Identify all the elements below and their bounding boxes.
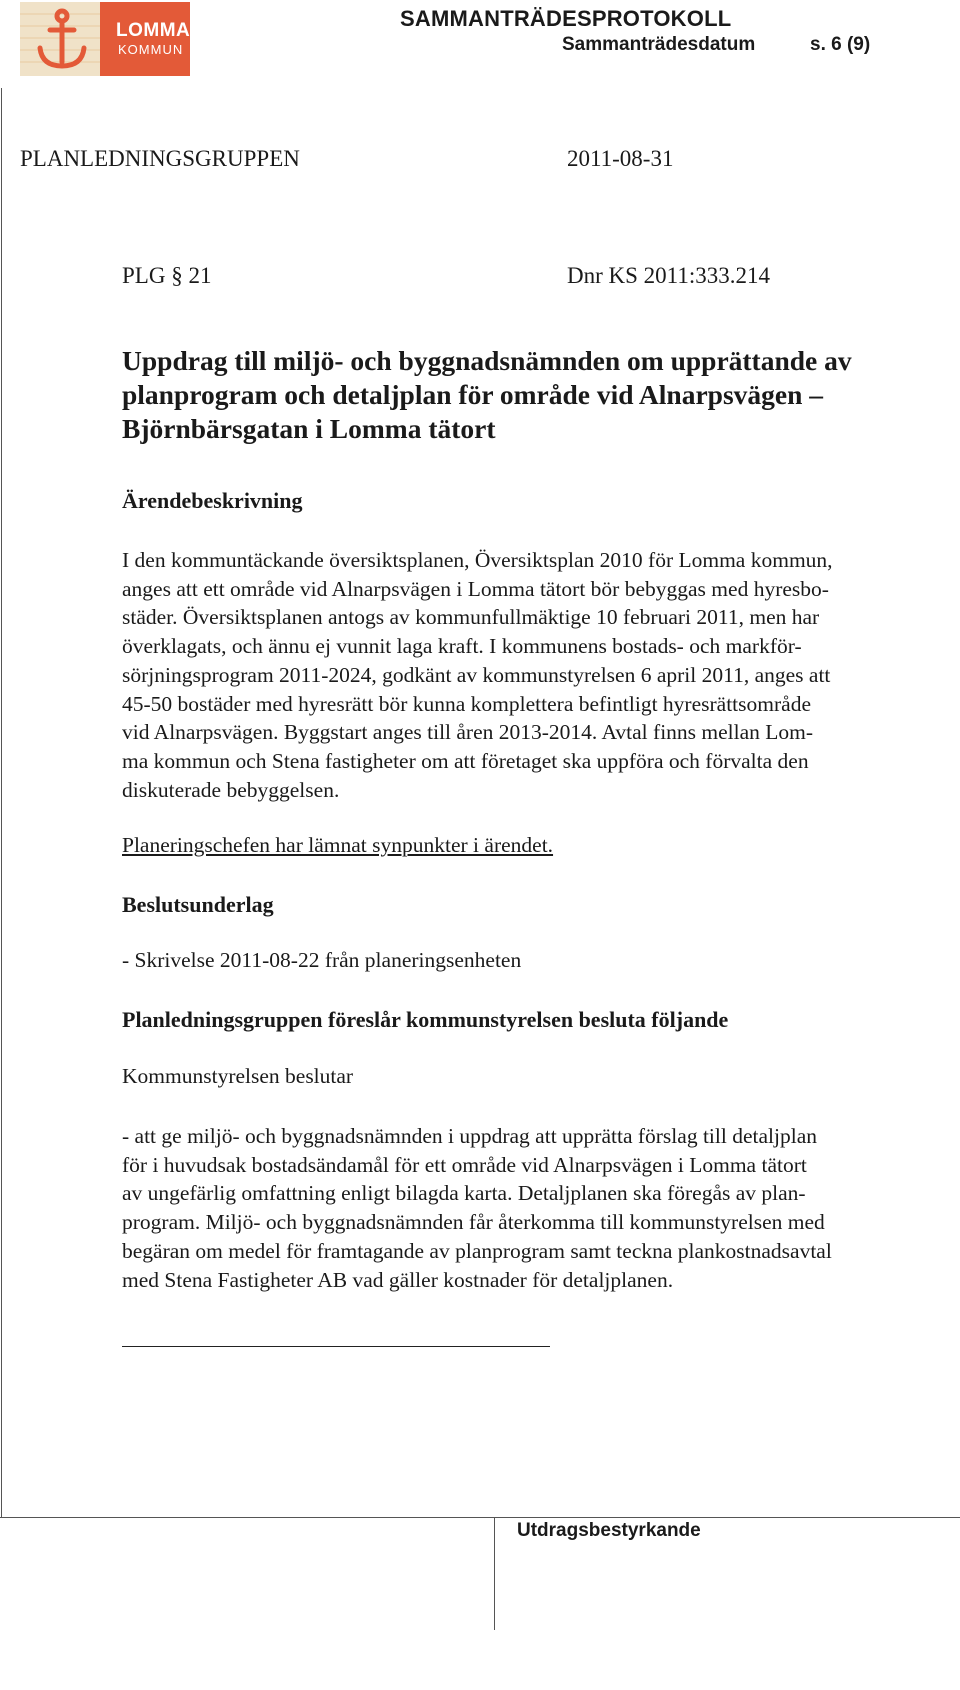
text-line: städer. Översiktsplanen antogs av kommunfullmäktige 10 februari 2011, men har <box>122 605 820 630</box>
logo-name: LOMMA <box>116 20 190 41</box>
description-paragraph <box>122 546 957 804</box>
left-margin-line <box>1 88 2 1518</box>
utdragsbestyrkande-label: Utdragsbestyrkande <box>517 1520 701 1541</box>
text-line: I den kommuntäckande översiktsplanen, Översiktsplan 2010 för Lomma kommun, <box>122 548 833 572</box>
beslutsunderlag-item: - Skrivelse 2011-08-22 från planeringsenheten <box>122 948 522 972</box>
page-number: s. 6 (9) <box>810 34 871 55</box>
text-line: med Stena Fastigheter AB vad gäller kostnader för detaljplanen. <box>122 1267 674 1292</box>
text-line: ma kommun och Stena fastigheter om att företaget ska uppföra och förvalta den <box>122 748 809 773</box>
logo-subtitle: KOMMUN <box>118 42 184 57</box>
text-line: vid Alnarpsvägen. Byggstart anges till åren 2013-2014. Avtal finns mellan Lom- <box>122 720 814 745</box>
footer-line <box>0 1517 960 1518</box>
meeting-date: 2011-08-31 <box>567 146 674 171</box>
text-line: överklagats, och ännu ej vunnit laga kraft. I kommunens bostads- och markför- <box>122 634 802 659</box>
registration-number: Dnr KS 2011:333.214 <box>567 263 770 288</box>
meeting-group: PLANLEDNINGSGRUPPEN <box>20 146 300 171</box>
closing-rule <box>122 1346 550 1347</box>
protocol-title: SAMMANTRÄDESPROTOKOLL <box>400 6 732 31</box>
text-line: begäran om medel för framtagande av planprogram samt teckna plankostnadsavtal <box>122 1238 832 1263</box>
item-title <box>122 344 942 446</box>
paragraph-number: PLG § 21 <box>122 263 212 288</box>
text-line: program. Miljö- och byggnadsnämnden får återkomma till kommunstyrelsen med <box>122 1210 825 1235</box>
lomma-kommun-logo <box>20 2 190 76</box>
anchor-icon <box>20 2 100 76</box>
arendebeskrivning-heading: Ärendebeskrivning <box>122 488 303 513</box>
title-line: planprogram och detaljplan för område vid Alnarpsvägen – <box>122 379 824 410</box>
meeting-date-label: Sammanträdesdatum <box>562 34 756 55</box>
text-line: av ungefärlig omfattning enligt bilagda karta. Detaljplanen ska föregås av plan- <box>122 1181 806 1206</box>
ks-decides: Kommunstyrelsen beslutar <box>122 1064 354 1088</box>
proposal-heading: Planledningsgruppen föreslår kommunstyrelsen besluta följande <box>122 1007 729 1032</box>
text-line: sörjningsprogram 2011-2024, godkänt av kommunstyrelsen 6 april 2011, anges att <box>122 662 831 687</box>
footer-divider <box>494 1518 495 1630</box>
text-line: för i huvudsak bostadsändamål för ett område vid Alnarpsvägen i Lomma tätort <box>122 1152 807 1177</box>
planering-note: Planeringschefen har lämnat synpunkter i ärendet. <box>122 833 554 857</box>
title-line: Uppdrag till miljö- och byggnadsnämnden om upprättande av <box>122 345 852 376</box>
decision-paragraph <box>122 1122 957 1294</box>
text-line: anges att ett område vid Alnarpsvägen i Lomma tätort bör bebyggas med hyresbo- <box>122 576 829 601</box>
text-line: diskuterade bebyggelsen. <box>122 777 340 802</box>
beslutsunderlag-heading: Beslutsunderlag <box>122 892 274 917</box>
title-line: Björnbärsgatan i Lomma tätort <box>122 413 496 444</box>
text-line: 45-50 bostäder med hyresrätt bör kunna komplettera befintligt hyresrättsområde <box>122 691 811 716</box>
text-line: - att ge miljö- och byggnadsnämnden i uppdrag att upprätta förslag till detaljplan <box>122 1124 817 1148</box>
